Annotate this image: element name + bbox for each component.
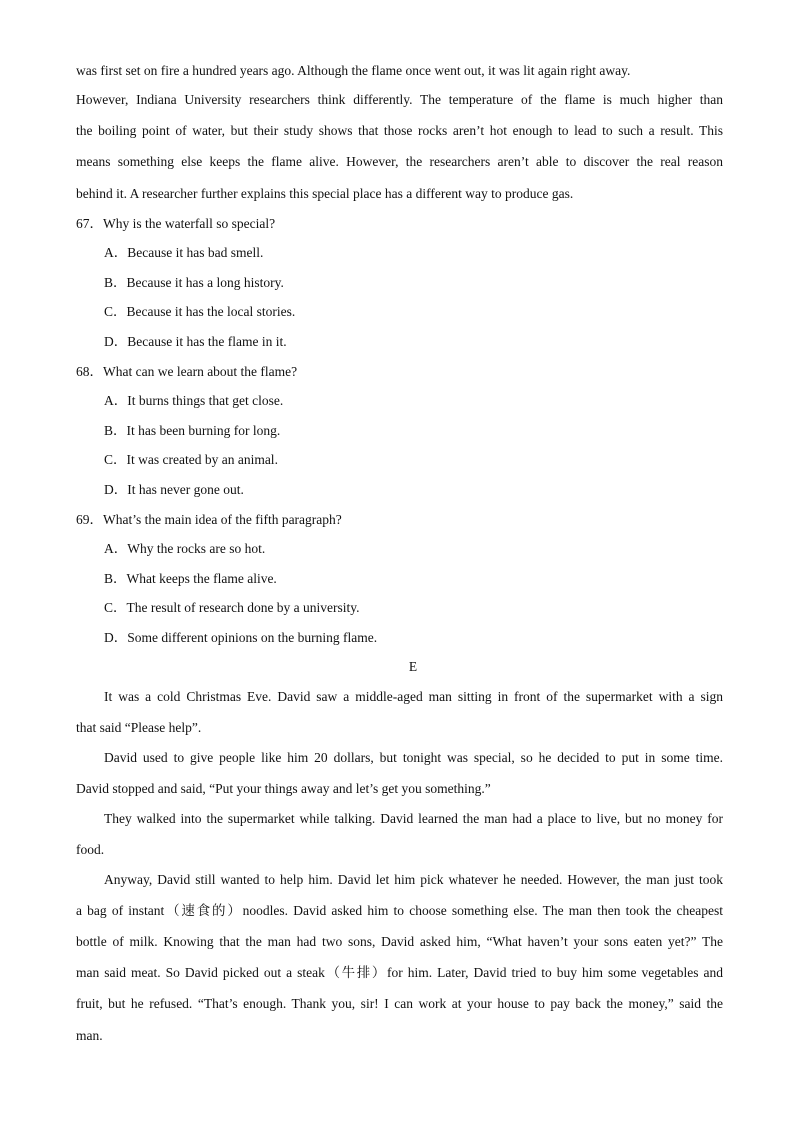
question-stem: 67．Why is the waterfall so special? <box>76 216 276 231</box>
answer-option: A．Why the rocks are so hot. <box>104 541 266 556</box>
paragraph-line: a bag of instant（速食的）noodles. David asked him to choose something else. The man then took the cheapest <box>76 903 723 918</box>
question-stem: 68．What can we learn about the flame? <box>76 364 298 379</box>
answer-option: A．It burns things that get close. <box>104 393 284 408</box>
paragraph-line: David used to give people like him 20 dollars, but tonight was special, so he decided to put in some time. <box>104 750 723 765</box>
answer-option: B．What keeps the flame alive. <box>104 571 277 586</box>
paragraph-line: means something else keeps the flame alive. However, the researchers aren’t able to discover the real reason <box>76 154 723 169</box>
paragraph-line: It was a cold Christmas Eve. David saw a middle-aged man sitting in front of the supermarket with a sign <box>104 689 723 704</box>
paragraph-line: Anyway, David still wanted to help him. David let him pick whatever he needed. However, the man just took <box>104 872 723 887</box>
paragraph-line: was first set on fire a hundred years ago. Although the flame once went out, it was lit again right away. <box>76 63 631 78</box>
answer-option: B．It has been burning for long. <box>104 423 281 438</box>
paragraph-line: David stopped and said, “Put your things away and let’s get you something.” <box>76 781 491 796</box>
paragraph-line: However, Indiana University researchers think differently. The temperature of the flame is much higher than <box>76 92 723 107</box>
answer-option: C．It was created by an animal. <box>104 452 278 467</box>
paragraph-line: They walked into the supermarket while talking. David learned the man had a place to live, but no money for <box>104 811 723 826</box>
answer-option: C．Because it has the local stories. <box>104 304 296 319</box>
section-heading: E <box>408 659 418 674</box>
paragraph-line: behind it. A researcher further explains this special place has a different way to produce gas. <box>76 186 574 201</box>
question-stem: 69．What’s the main idea of the fifth paragraph? <box>76 512 342 527</box>
paragraph-line: that said “Please help”. <box>76 720 202 735</box>
answer-option: D．Because it has the flame in it. <box>104 334 287 349</box>
paragraph-line: fruit, but he refused. “That’s enough. Thank you, sir! I can work at your house to pay back the money,” said the <box>76 996 723 1011</box>
answer-option: D．It has never gone out. <box>104 482 244 497</box>
answer-option: B．Because it has a long history. <box>104 275 284 290</box>
paragraph-line: the boiling point of water, but their study shows that those rocks aren’t hot enough to lead to such a result. This <box>76 123 723 138</box>
paragraph-line: food. <box>76 842 105 857</box>
paragraph-line: man said meat. So David picked out a steak（牛排）for him. Later, David tried to buy him some vegetables and <box>76 965 723 980</box>
answer-option: C．The result of research done by a university. <box>104 600 360 615</box>
paragraph-line: man. <box>76 1028 103 1043</box>
answer-option: A．Because it has bad smell. <box>104 245 264 260</box>
paragraph-line: bottle of milk. Knowing that the man had two sons, David asked him, “What haven’t your sons eaten yet?” The <box>76 934 723 949</box>
answer-option: D．Some different opinions on the burning flame. <box>104 630 378 645</box>
